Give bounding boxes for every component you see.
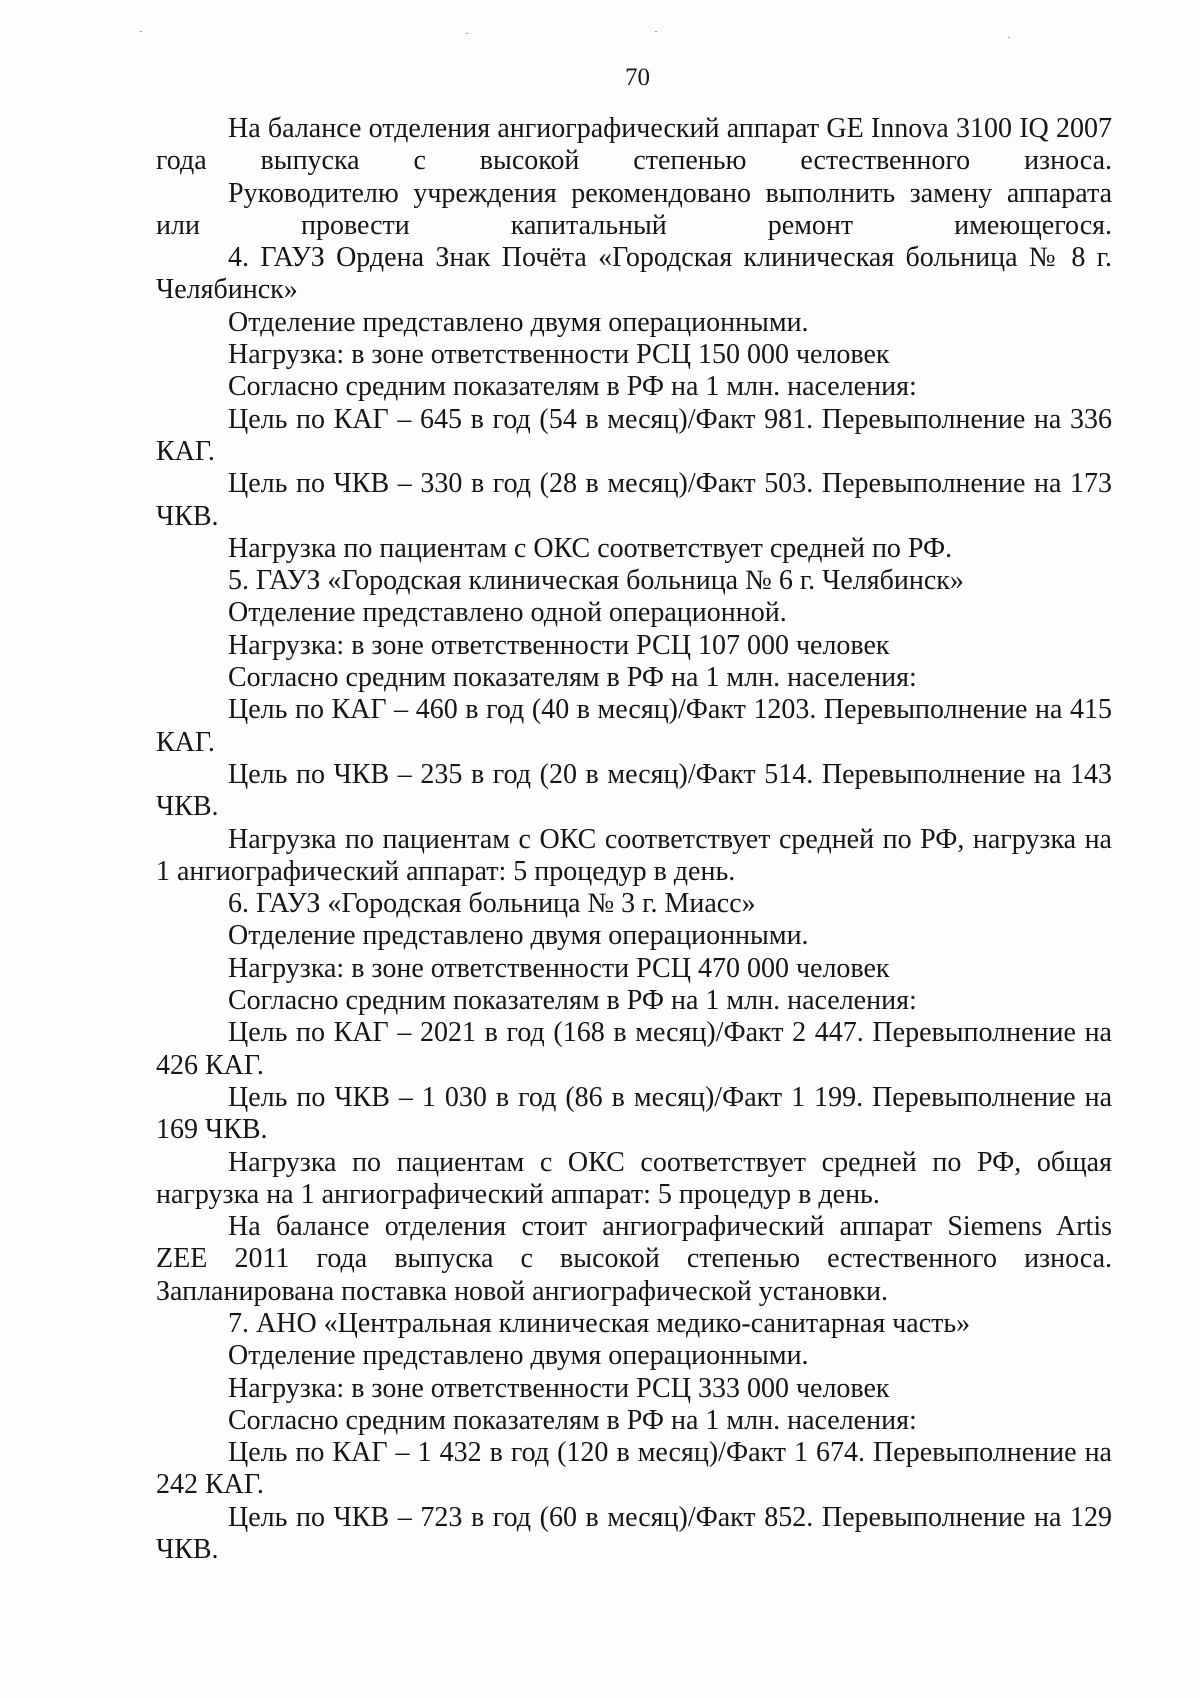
paragraph: Нагрузка: в зоне ответственности РСЦ 150 000 человек: [228, 339, 890, 371]
page-number: 70: [625, 64, 650, 91]
paragraph: Нагрузка по пациентам с ОКС соответствует средней по РФ.: [228, 532, 953, 564]
scan-speck: [466, 33, 468, 34]
paragraph: Нагрузка: в зоне ответственности РСЦ 333 000 человек: [228, 1372, 890, 1404]
paragraph: Отделение представлено одной операционной.: [228, 597, 787, 629]
paragraph: Цель по КАГ – 645 в год (54 в месяц)/Факт 981. Перевыполнение на 336 КАГ.: [156, 403, 1112, 467]
paragraph: Цель по ЧКВ – 1 030 в год (86 в месяц)/Факт 1 199. Перевыполнение на 169 ЧКВ.: [156, 1081, 1112, 1146]
section-heading: 6. ГАУЗ «Городская больница № 3 г. Миасс»: [228, 888, 756, 920]
scan-speck: [655, 31, 657, 32]
paragraph: Нагрузка: в зоне ответственности РСЦ 107 000 человек: [228, 629, 890, 661]
paragraph: Цель по ЧКВ – 235 в год (20 в месяц)/Факт 514. Перевыполнение на 143 ЧКВ.: [156, 758, 1112, 823]
section-heading: 4. ГАУЗ Ордена Знак Почёта «Городская клиническая больница № 8 г. Челябинск»: [156, 242, 1112, 306]
scan-speck: [140, 31, 142, 32]
paragraph: Цель по КАГ – 1 432 в год (120 в месяц)/Факт 1 674. Перевыполнение на 242 КАГ.: [156, 1437, 1112, 1501]
paragraph: Согласно средним показателям в РФ на 1 млн. населения:: [228, 371, 917, 403]
paragraph: Согласно средним показателям в РФ на 1 млн. населения:: [228, 985, 917, 1017]
paragraph: Согласно средним показателям в РФ на 1 млн. населения:: [228, 662, 917, 694]
paragraph: На балансе отделения стоит ангиографический аппарат Siemens Artis ZEE 2011 года выпуска с высокой степенью естественного износа. Запланирована поставка новой ангиографической установки.: [156, 1211, 1112, 1307]
paragraph: Цель по КАГ – 2021 в год (168 в месяц)/Факт 2 447. Перевыполнение на 426 КАГ.: [156, 1017, 1112, 1081]
section-heading: 7. АНО «Центральная клиническая медико-санитарная часть»: [228, 1307, 971, 1339]
paragraph: Цель по ЧКВ – 723 в год (60 в месяц)/Факт 852. Перевыполнение на 129 ЧКВ.: [156, 1501, 1112, 1566]
body-text: [156, 113, 1112, 1566]
scan-speck: [1008, 37, 1010, 38]
paragraph: Отделение представлено двумя операционными.: [228, 920, 809, 952]
paragraph: Согласно средним показателям в РФ на 1 млн. населения:: [228, 1404, 917, 1436]
paragraph: Руководителю учреждения рекомендовано выполнить замену аппарата или провести капитальный ремонт имеющегося.: [156, 177, 1112, 241]
paragraph: Цель по ЧКВ – 330 в год (28 в месяц)/Факт 503. Перевыполнение на 173 ЧКВ.: [156, 468, 1112, 532]
paragraph: Нагрузка: в зоне ответственности РСЦ 470 000 человек: [228, 952, 890, 984]
paragraph: Отделение представлено двумя операционными.: [228, 306, 809, 338]
paragraph: На балансе отделения ангиографический аппарат GE Innova 3100 IQ 2007 года выпуска с высокой степенью естественного износа.: [156, 113, 1112, 177]
paragraph: Цель по КАГ – 460 в год (40 в месяц)/Факт 1203. Перевыполнение на 415 КАГ.: [156, 694, 1112, 758]
paragraph: Отделение представлено двумя операционными.: [228, 1340, 809, 1372]
section-heading: 5. ГАУЗ «Городская клиническая больница № 6 г. Челябинск»: [228, 565, 964, 597]
paragraph: Нагрузка по пациентам с ОКС соответствует средней по РФ, общая нагрузка на 1 ангиографический аппарат: 5 процедур в день.: [156, 1146, 1112, 1210]
paragraph: Нагрузка по пациентам с ОКС соответствует средней по РФ, нагрузка на 1 ангиографический аппарат: 5 процедур в день.: [156, 823, 1112, 887]
